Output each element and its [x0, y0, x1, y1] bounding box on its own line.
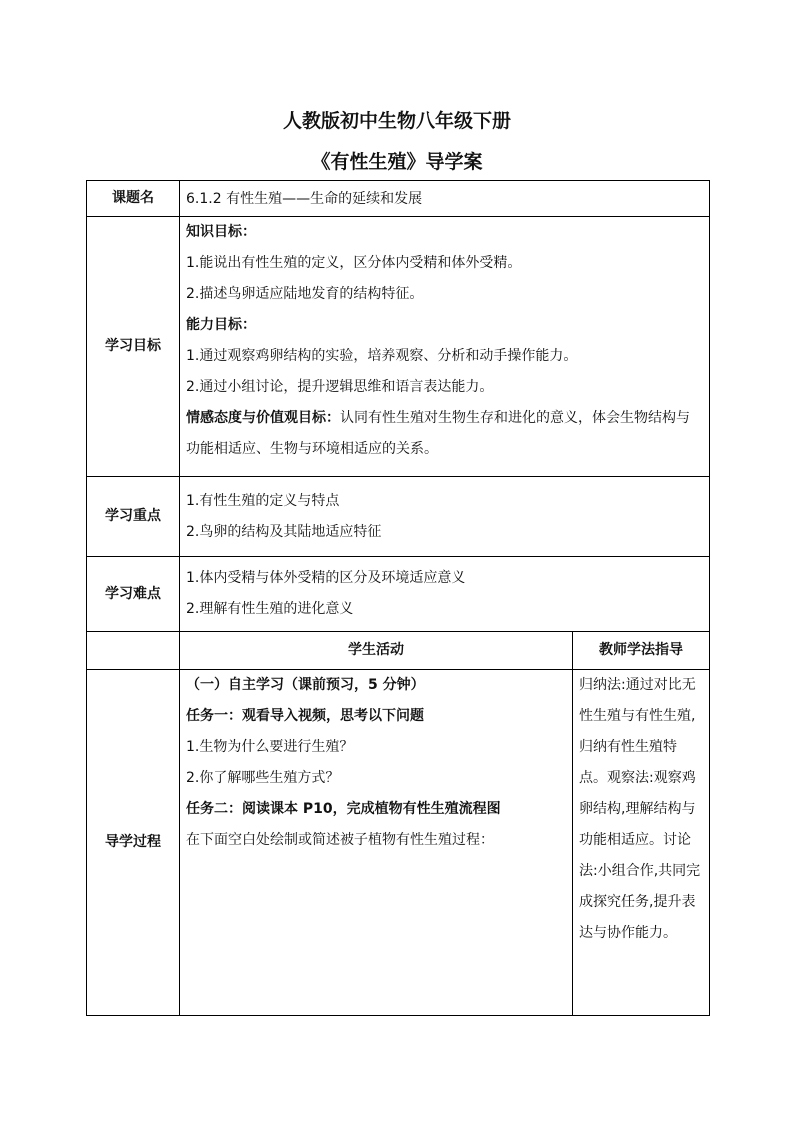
student-activity-cell — [180, 670, 573, 1016]
lesson-plan-table — [86, 180, 710, 1016]
difficulties-content — [180, 557, 710, 632]
activity-header-row — [87, 632, 710, 670]
topic-row — [87, 181, 710, 217]
goals-content — [180, 217, 710, 477]
task1-question-2: 2.你了解哪些生殖方式？ — [186, 770, 340, 786]
key-points-label: 学习重点 — [87, 477, 180, 557]
task2-instruction: 在下面空白处绘制或简述被子植物有性生殖过程： — [186, 832, 494, 848]
key-point-1: 1.有性生殖的定义与特点 — [186, 492, 340, 509]
topic-label: 课题名 — [87, 181, 180, 217]
document-title: 人教版初中生物八年级下册 — [282, 110, 511, 132]
knowledge-item-2: 2.描述鸟卵适应陆地发育的结构特征。 — [186, 286, 424, 302]
document-subtitle: 《有性生殖》导学案 — [311, 151, 483, 173]
task1-heading: 任务一：观看导入视频，思考以下问题 — [186, 708, 424, 724]
knowledge-item-1: 1.能说出有性生殖的定义，区分体内受精和体外受精。 — [186, 255, 522, 271]
teacher-guidance-cell: 归纳法:通过对比无性生殖与有性生殖,归纳有性生殖特点。观察法:观察鸡卵结构,理解结构与功能相适应。讨论法:小组合作,共同完成探究任务,提升表达与协作能力。 — [573, 670, 710, 1016]
goals-row — [87, 217, 710, 477]
key-point-2: 2.鸟卵的结构及其陆地适应特征 — [186, 523, 382, 540]
knowledge-heading: 知识目标： — [186, 224, 256, 240]
emotion-text: 认同有性生殖对生物生存和进化的意义，体会生物结构与功能相适应、生物与环境相适应的关系。 — [186, 410, 690, 457]
difficulties-row — [87, 557, 710, 632]
process-label: 导学过程 — [87, 670, 180, 1016]
difficulty-1: 1.体内受精与体外受精的区分及环境适应意义 — [186, 570, 466, 586]
ability-item-2: 2.通过小组讨论，提升逻辑思维和语言表达能力。 — [186, 379, 494, 395]
empty-header-cell — [87, 632, 180, 670]
ability-heading: 能力目标： — [186, 317, 256, 333]
teacher-guidance-header: 教师学法指导 — [573, 632, 710, 670]
emotion-heading: 情感态度与价值观目标： — [186, 410, 340, 426]
ability-item-1: 1.通过观察鸡卵结构的实验，培养观察、分析和动手操作能力。 — [186, 348, 578, 364]
process-row — [87, 670, 710, 1016]
key-points-row — [87, 477, 710, 557]
key-points-content — [180, 477, 710, 557]
task1-question-1: 1.生物为什么要进行生殖？ — [186, 739, 354, 755]
topic-value: 6.1.2 有性生殖——生命的延续和发展 — [180, 181, 710, 217]
emotion-goal — [186, 403, 703, 465]
difficulty-2: 2.理解有性生殖的进化意义 — [186, 601, 354, 617]
self-study-heading: （一）自主学习（课前预习，5 分钟） — [186, 677, 425, 693]
goals-label: 学习目标 — [87, 217, 180, 477]
task2-heading: 任务二：阅读课本 P10，完成植物有性生殖流程图 — [186, 801, 501, 817]
student-activity-header: 学生活动 — [180, 632, 573, 670]
difficulties-label: 学习难点 — [87, 557, 180, 632]
